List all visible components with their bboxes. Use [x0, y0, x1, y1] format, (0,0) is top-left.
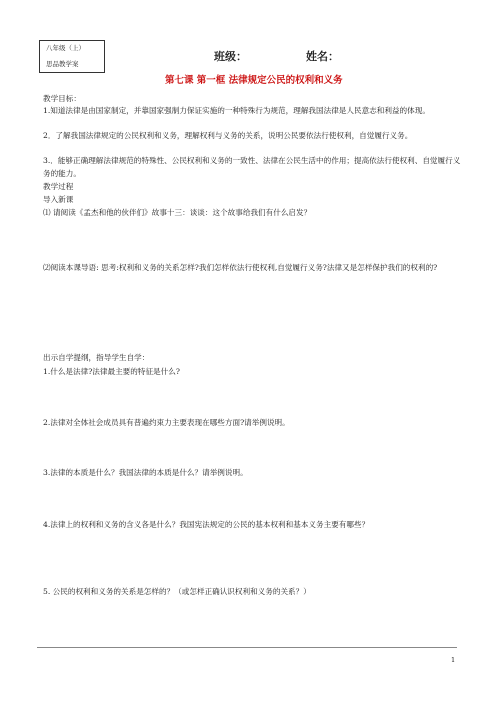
- student-name-label: 姓名：: [306, 50, 339, 63]
- self-study-question-4: 4.法律上的权利和义务的含义各是什么？我国宪法规定的公民的基本权利和基本义务主要有哪些？: [43, 520, 370, 529]
- grade-info-box: [39, 40, 105, 73]
- self-study-question-5: 5. 公民的权利和义务的关系是怎样的？（或怎样正确认识权利和义务的关系？）: [43, 587, 311, 596]
- self-study-question-3: 3.法律的本质是什么？我国法律的本质是什么？请举例说明。: [43, 468, 248, 477]
- objectives-heading: 教学目标：: [43, 94, 81, 103]
- lesson-title: 第七课 第一框 法律规定公民的权利和义务: [165, 75, 343, 86]
- process-heading: 教学过程: [43, 182, 74, 191]
- page-number: 1: [451, 656, 456, 664]
- footer-divider: [37, 647, 457, 648]
- objective-item-3: 3.．能够正确理解法律规范的特殊性、公民权利和义务的一致性、法律在公民生活中的作用；提高依法行使权利、自觉履行义务的能力。: [43, 156, 461, 178]
- subject-label: 思品教学案: [46, 59, 79, 68]
- intro-question-2: ⑵阅读本课导语: 思考:权利和义务的关系怎样?我们怎样依法行使权利,自觉履行义务?法律又是怎样保护我们的权利的?: [43, 263, 438, 272]
- self-study-heading: 出示自学提纲，指导学生自学：: [43, 353, 150, 362]
- objective-item-2: 2．了解我国法律规定的公民权利和义务，理解权利与义务的关系，说明公民要依法行使权利，自觉履行义务。: [43, 131, 413, 140]
- intro-heading: 导入新课: [43, 195, 74, 204]
- objective-item-1: 1.知道法律是由国家制定，并靠国家强制力保证实施的一种特殊行为规范，理解我国法律是人民意志和利益的体现。: [43, 106, 430, 115]
- self-study-question-1: 1.什么是法律?法律最主要的特征是什么?: [43, 367, 180, 376]
- grade-label: 八年级（上）: [46, 44, 85, 52]
- intro-question-1: ⑴ 请阅读《孟杰和他的伙伴们》故事十三：谈谈：这个故事给我们有什么启发？: [43, 208, 312, 217]
- class-label: 班级：: [214, 50, 247, 63]
- self-study-question-2: 2.法律对全体社会成员具有普遍约束力主要表现在哪些方面?请举例说明。: [43, 418, 290, 427]
